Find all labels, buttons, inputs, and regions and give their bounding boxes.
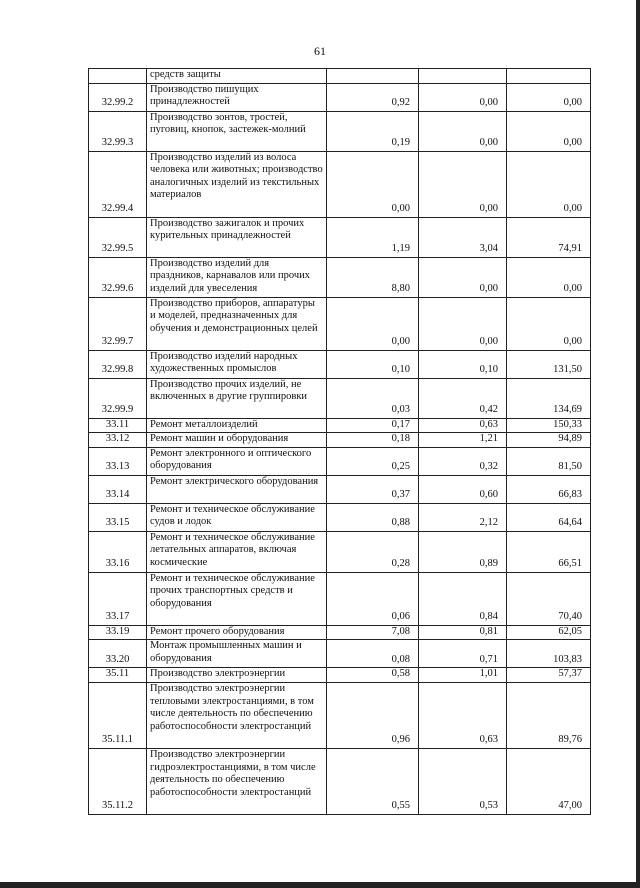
okved-code: 33.14 bbox=[89, 475, 147, 503]
table-row bbox=[89, 217, 591, 257]
value-col-1: 0,00 bbox=[327, 297, 419, 350]
value-col-3: 70,40 bbox=[507, 572, 591, 625]
table-row bbox=[89, 475, 591, 503]
activity-name: Ремонт металлоизделий bbox=[147, 418, 327, 433]
activity-name: Ремонт электронного и оптического оборудования bbox=[147, 447, 327, 475]
table-row bbox=[89, 433, 591, 448]
table-row bbox=[89, 625, 591, 640]
value-col-3: 134,69 bbox=[507, 378, 591, 418]
value-col-1: 0,19 bbox=[327, 111, 419, 151]
table-row bbox=[89, 418, 591, 433]
value-col-2: 0,00 bbox=[419, 257, 507, 297]
value-col-2: 0,84 bbox=[419, 572, 507, 625]
value-col-2: 0,63 bbox=[419, 682, 507, 748]
table-row bbox=[89, 572, 591, 625]
activity-name: Производство электроэнергии тепловыми электростанциями, в том числе деятельность по обеспечению работоспособности электростанций bbox=[147, 682, 327, 748]
value-col-2: 0,00 bbox=[419, 111, 507, 151]
table-row bbox=[89, 111, 591, 151]
value-col-2: 0,60 bbox=[419, 475, 507, 503]
activity-name: Ремонт машин и оборудования bbox=[147, 433, 327, 448]
value-col-3: 0,00 bbox=[507, 151, 591, 217]
table-row bbox=[89, 640, 591, 668]
okved-code: 33.20 bbox=[89, 640, 147, 668]
table-row bbox=[89, 378, 591, 418]
value-col-3: 66,83 bbox=[507, 475, 591, 503]
okved-code: 32.99.3 bbox=[89, 111, 147, 151]
value-col-1: 1,19 bbox=[327, 217, 419, 257]
statistics-table bbox=[88, 68, 591, 815]
table-row bbox=[89, 531, 591, 572]
value-col-3: 0,00 bbox=[507, 83, 591, 111]
value-col-3: 94,89 bbox=[507, 433, 591, 448]
okved-code: 32.99.2 bbox=[89, 83, 147, 111]
okved-code: 35.11 bbox=[89, 668, 147, 683]
activity-name: Ремонт и техническое обслуживание судов и лодок bbox=[147, 503, 327, 531]
value-col-2: 1,21 bbox=[419, 433, 507, 448]
value-col-1 bbox=[327, 69, 419, 84]
value-col-2: 3,04 bbox=[419, 217, 507, 257]
value-col-1: 0,03 bbox=[327, 378, 419, 418]
okved-code: 32.99.8 bbox=[89, 350, 147, 378]
okved-code: 32.99.4 bbox=[89, 151, 147, 217]
value-col-2: 0,63 bbox=[419, 418, 507, 433]
value-col-1: 0,28 bbox=[327, 531, 419, 572]
value-col-2: 1,01 bbox=[419, 668, 507, 683]
value-col-1: 0,88 bbox=[327, 503, 419, 531]
value-col-3: 0,00 bbox=[507, 297, 591, 350]
activity-name: Ремонт прочего оборудования bbox=[147, 625, 327, 640]
value-col-2: 0,32 bbox=[419, 447, 507, 475]
value-col-3: 74,91 bbox=[507, 217, 591, 257]
okved-code: 33.15 bbox=[89, 503, 147, 531]
activity-name: Производство изделий для праздников, карнавалов или прочих изделий для увеселения bbox=[147, 257, 327, 297]
activity-name: Производство электроэнергии гидроэлектростанциями, в том числе деятельность по обеспечению работоспособности электростанций bbox=[147, 748, 327, 814]
value-col-1: 0,55 bbox=[327, 748, 419, 814]
table-row bbox=[89, 503, 591, 531]
value-col-1: 7,08 bbox=[327, 625, 419, 640]
okved-code: 33.12 bbox=[89, 433, 147, 448]
activity-name: Ремонт и техническое обслуживание летательных аппаратов, включая космические bbox=[147, 531, 327, 572]
table-row bbox=[89, 682, 591, 748]
value-col-1: 0,08 bbox=[327, 640, 419, 668]
okved-code bbox=[89, 69, 147, 84]
okved-code: 32.99.5 bbox=[89, 217, 147, 257]
activity-name: Ремонт и техническое обслуживание прочих транспортных средств и оборудования bbox=[147, 572, 327, 625]
value-col-1: 0,18 bbox=[327, 433, 419, 448]
value-col-2: 0,00 bbox=[419, 297, 507, 350]
value-col-2: 2,12 bbox=[419, 503, 507, 531]
activity-name: Производство прочих изделий, не включенных в другие группировки bbox=[147, 378, 327, 418]
okved-code: 32.99.7 bbox=[89, 297, 147, 350]
value-col-3 bbox=[507, 69, 591, 84]
value-col-1: 0,10 bbox=[327, 350, 419, 378]
value-col-3: 0,00 bbox=[507, 111, 591, 151]
okved-code: 35.11.2 bbox=[89, 748, 147, 814]
value-col-2: 0,00 bbox=[419, 151, 507, 217]
okved-code: 35.11.1 bbox=[89, 682, 147, 748]
activity-name: Производство приборов, аппаратуры и моделей, предназначенных для обучения и демонстрационных целей bbox=[147, 297, 327, 350]
okved-code: 33.11 bbox=[89, 418, 147, 433]
activity-name: Производство изделий народных художественных промыслов bbox=[147, 350, 327, 378]
okved-code: 33.17 bbox=[89, 572, 147, 625]
activity-name: Производство изделий из волоса человека или животных; производство аналогичных изделий из текстильных материалов bbox=[147, 151, 327, 217]
value-col-3: 81,50 bbox=[507, 447, 591, 475]
activity-name: Производство зонтов, тростей, пуговиц, кнопок, застежек-молний bbox=[147, 111, 327, 151]
okved-code: 33.16 bbox=[89, 531, 147, 572]
value-col-2: 0,42 bbox=[419, 378, 507, 418]
value-col-3: 89,76 bbox=[507, 682, 591, 748]
value-col-1: 0,37 bbox=[327, 475, 419, 503]
value-col-1: 0,58 bbox=[327, 668, 419, 683]
table-row bbox=[89, 257, 591, 297]
table-row bbox=[89, 69, 591, 84]
scan-edge-bottom bbox=[0, 882, 640, 888]
activity-name: Производство зажигалок и прочих курительных принадлежностей bbox=[147, 217, 327, 257]
table-row bbox=[89, 350, 591, 378]
okved-code: 32.99.6 bbox=[89, 257, 147, 297]
value-col-1: 0,17 bbox=[327, 418, 419, 433]
value-col-3: 131,50 bbox=[507, 350, 591, 378]
table-row bbox=[89, 447, 591, 475]
value-col-3: 57,37 bbox=[507, 668, 591, 683]
value-col-1: 8,80 bbox=[327, 257, 419, 297]
value-col-1: 0,25 bbox=[327, 447, 419, 475]
activity-name: Производство пишущих принадлежностей bbox=[147, 83, 327, 111]
value-col-1: 0,06 bbox=[327, 572, 419, 625]
table-row bbox=[89, 748, 591, 814]
scan-edge-right bbox=[636, 0, 640, 888]
activity-name: Ремонт электрического оборудования bbox=[147, 475, 327, 503]
value-col-3: 150,33 bbox=[507, 418, 591, 433]
okved-code: 33.13 bbox=[89, 447, 147, 475]
value-col-2: 0,71 bbox=[419, 640, 507, 668]
page-number: 61 bbox=[314, 44, 326, 58]
activity-name: Производство электроэнергии bbox=[147, 668, 327, 683]
value-col-2: 0,53 bbox=[419, 748, 507, 814]
table-row bbox=[89, 668, 591, 683]
okved-code: 32.99.9 bbox=[89, 378, 147, 418]
value-col-1: 0,92 bbox=[327, 83, 419, 111]
value-col-2: 0,00 bbox=[419, 83, 507, 111]
value-col-3: 0,00 bbox=[507, 257, 591, 297]
value-col-3: 62,05 bbox=[507, 625, 591, 640]
table-row bbox=[89, 83, 591, 111]
value-col-2 bbox=[419, 69, 507, 84]
activity-name: средств защиты bbox=[147, 69, 327, 84]
value-col-3: 103,83 bbox=[507, 640, 591, 668]
value-col-2: 0,81 bbox=[419, 625, 507, 640]
value-col-1: 0,96 bbox=[327, 682, 419, 748]
value-col-2: 0,10 bbox=[419, 350, 507, 378]
value-col-3: 47,00 bbox=[507, 748, 591, 814]
activity-name: Монтаж промышленных машин и оборудования bbox=[147, 640, 327, 668]
value-col-3: 64,64 bbox=[507, 503, 591, 531]
value-col-1: 0,00 bbox=[327, 151, 419, 217]
table-row bbox=[89, 151, 591, 217]
value-col-3: 66,51 bbox=[507, 531, 591, 572]
table-row bbox=[89, 297, 591, 350]
okved-code: 33.19 bbox=[89, 625, 147, 640]
value-col-2: 0,89 bbox=[419, 531, 507, 572]
